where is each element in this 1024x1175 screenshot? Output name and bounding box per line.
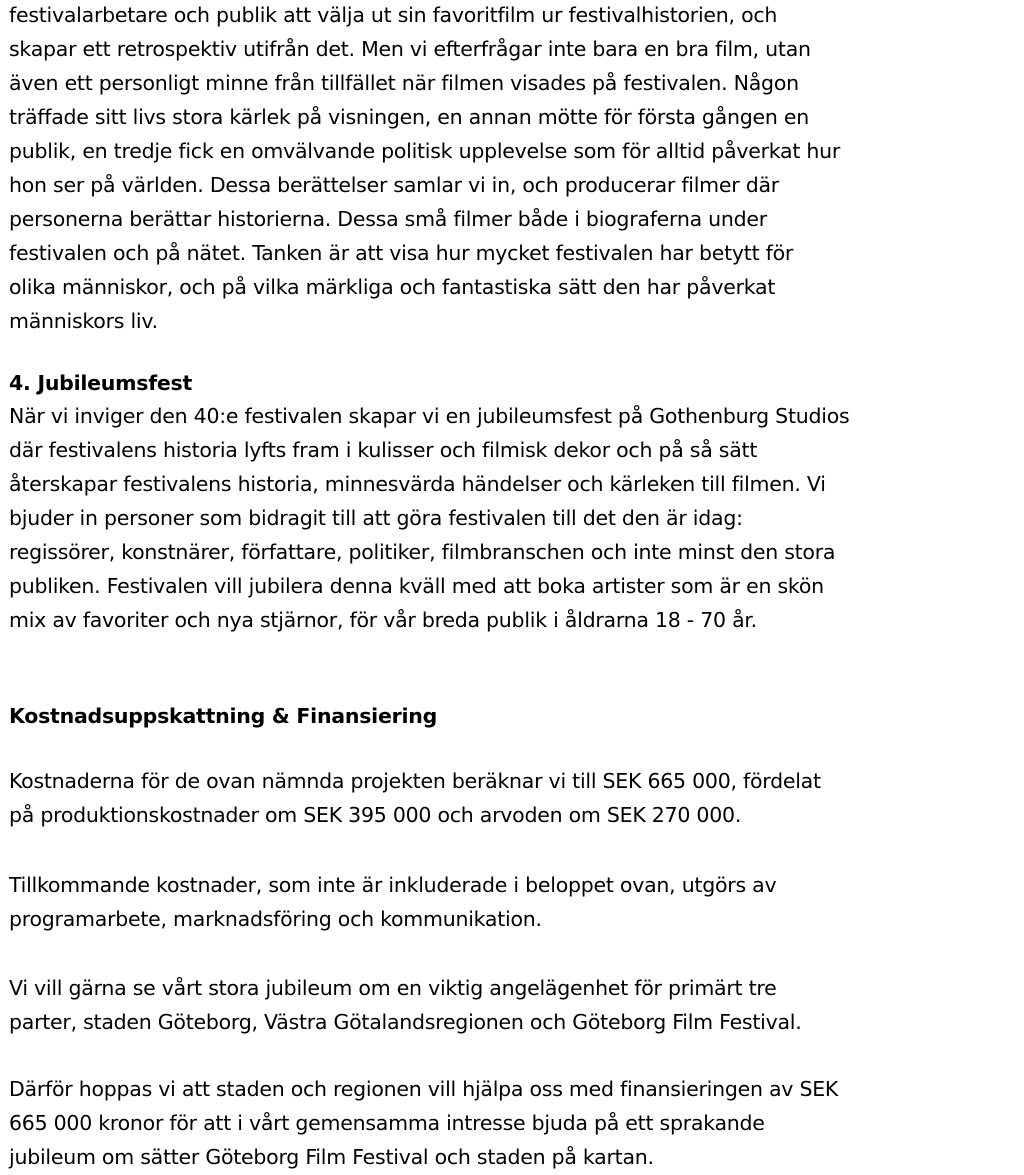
text-line: hon ser på världen. Dessa berättelser samlar vi in, och producerar filmer där (9, 173, 779, 197)
text-line: regissörer, konstnärer, författare, politiker, filmbranschen och inte minst den stora (9, 540, 836, 564)
text-line: människors liv. (9, 309, 158, 333)
text-line: Kostnaderna för de ovan nämnda projekten beräknar vi till SEK 665 000, fördelat (9, 769, 821, 793)
section-heading-kostnad: Kostnadsuppskattning & Finansiering (9, 704, 438, 728)
text-line: mix av favoriter och nya stjärnor, för vår breda publik i åldrarna 18 - 70 år. (9, 608, 757, 632)
section-heading-jubileumsfest: 4. Jubileumsfest (9, 371, 193, 395)
text-line: jubileum om sätter Göteborg Film Festival och staden på kartan. (9, 1145, 654, 1169)
text-line: Vi vill gärna se vårt stora jubileum om en viktig angelägenhet för primärt tre (9, 976, 777, 1000)
text-line: på produktionskostnader om SEK 395 000 och arvoden om SEK 270 000. (9, 803, 742, 827)
text-line: återskapar festivalens historia, minnesvärda händelser och kärleken till filmen. Vi (9, 472, 826, 496)
text-line: publiken. Festivalen vill jubilera denna kväll med att boka artister som är en skön (9, 574, 824, 598)
text-line: Tillkommande kostnader, som inte är inkluderade i beloppet ovan, utgörs av (9, 873, 777, 897)
text-line: olika människor, och på vilka märkliga och fantastiska sätt den har påverkat (9, 275, 776, 299)
text-line: där festivalens historia lyfts fram i kulisser och filmisk dekor och på så sätt (9, 438, 758, 462)
text-line: programarbete, marknadsföring och kommunikation. (9, 907, 542, 931)
text-line: publik, en tredje fick en omvälvande politisk upplevelse som för alltid påverkat hur (9, 139, 841, 163)
text-line: Därför hoppas vi att staden och regionen vill hjälpa oss med finansieringen av SEK (9, 1077, 839, 1101)
text-line: festivalen och på nätet. Tanken är att visa hur mycket festivalen har betytt för (9, 241, 794, 265)
text-line: 665 000 kronor för att i vårt gemensamma intresse bjuda på ett sprakande (9, 1111, 765, 1135)
text-line: parter, staden Göteborg, Västra Götalandsregionen och Göteborg Film Festival. (9, 1010, 802, 1034)
text-line: även ett personligt minne från tillfället när filmen visades på festivalen. Någon (9, 71, 799, 95)
text-line: När vi inviger den 40:e festivalen skapar vi en jubileumsfest på Gothenburg Studios (9, 404, 850, 428)
text-line: festivalarbetare och publik att välja ut sin favoritfilm ur festivalhistorien, och (9, 3, 778, 27)
text-line: träffade sitt livs stora kärlek på visningen, en annan mötte för första gången en (9, 105, 809, 129)
text-line: bjuder in personer som bidragit till att göra festivalen till det den är idag: (9, 506, 743, 530)
text-line: personerna berättar historierna. Dessa små filmer både i biograferna under (9, 207, 767, 231)
text-line: skapar ett retrospektiv utifrån det. Men vi efterfrågar inte bara en bra film, utan (9, 37, 811, 61)
